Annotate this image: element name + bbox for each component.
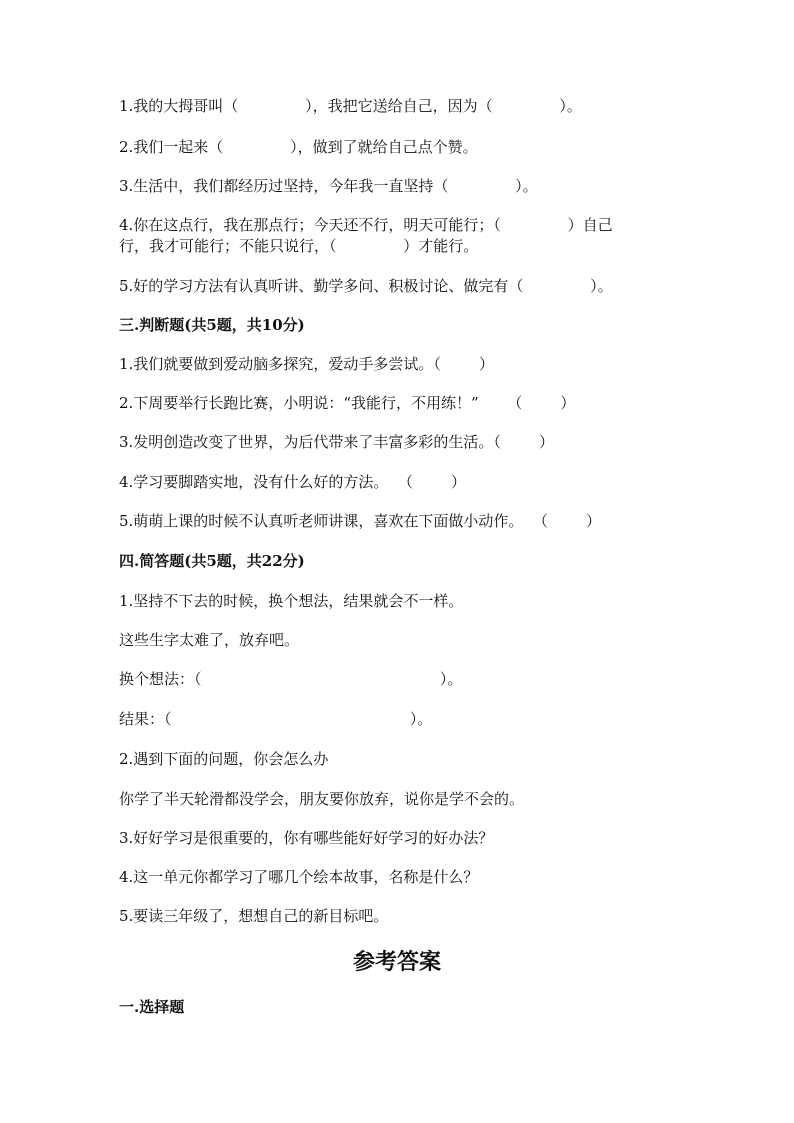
short-answer-change-thought: 换个想法：（ ）。	[119, 670, 463, 688]
fill-blank-question-2: 2.我们一起来（ ），做到了就给自己点个赞。	[119, 138, 478, 156]
fill-blank-question-5: 5.好的学习方法有认真听讲、勤学多问、积极讨论、做完有（ ）。	[119, 277, 613, 295]
section-heading-judge: 三.判断题(共5题，共10分)	[119, 316, 305, 334]
judge-question-2: 2.下周要举行长跑比赛，小明说：“我能行，不用练！” （ ）	[119, 394, 576, 412]
fill-blank-question-3: 3.生活中，我们都经历过坚持，今年我一直坚持（ ）。	[119, 177, 538, 195]
fill-blank-question-1: 1.我的大拇哥叫（ ），我把它送给自己，因为（ ）。	[119, 97, 582, 115]
judge-question-4: 4.学习要脚踏实地，没有什么好的方法。 （ ）	[119, 473, 466, 491]
section-heading-short-answer: 四.简答题(共5题，共22分)	[119, 552, 305, 570]
short-answer-prompt-1: 这些生字太难了，放弃吧。	[119, 631, 300, 649]
answer-section-heading-choice: 一.选择题	[119, 998, 185, 1016]
judge-question-5: 5.萌萌上课的时候不认真听老师讲课，喜欢在下面做小动作。 （ ）	[119, 512, 601, 530]
short-answer-question-4: 4.这一单元你都学习了哪几个绘本故事，名称是什么？	[119, 868, 479, 886]
short-answer-result: 结果：（ ）。	[119, 710, 433, 728]
short-answer-question-5: 5.要读三年级了，想想自己的新目标吧。	[119, 907, 389, 925]
judge-question-1: 1.我们就要做到爱动脑多探究，爱动手多尝试。（ ）	[119, 355, 494, 373]
fill-blank-question-4-line-2: 行，我才可能行；不能只说行，（ ）才能行。	[119, 237, 479, 255]
short-answer-question-1: 1.坚持不下去的时候，换个想法，结果就会不一样。	[119, 592, 464, 610]
short-answer-question-3: 3.好好学习是很重要的，你有哪些能好好学习的好办法？	[119, 829, 494, 847]
short-answer-question-2: 2.遇到下面的问题，你会怎么办	[119, 750, 329, 768]
judge-question-3: 3.发明创造改变了世界，为后代带来了丰富多彩的生活。（ ）	[119, 433, 554, 451]
short-answer-scenario-2: 你学了半天轮滑都没学会，朋友要你放弃，说你是学不会的。	[119, 790, 525, 808]
fill-blank-question-4-line-1: 4.你在这点行，我在那点行；今天还不行，明天可能行；（ ）自己	[119, 216, 613, 234]
answer-key-title: 参考答案	[352, 949, 441, 975]
